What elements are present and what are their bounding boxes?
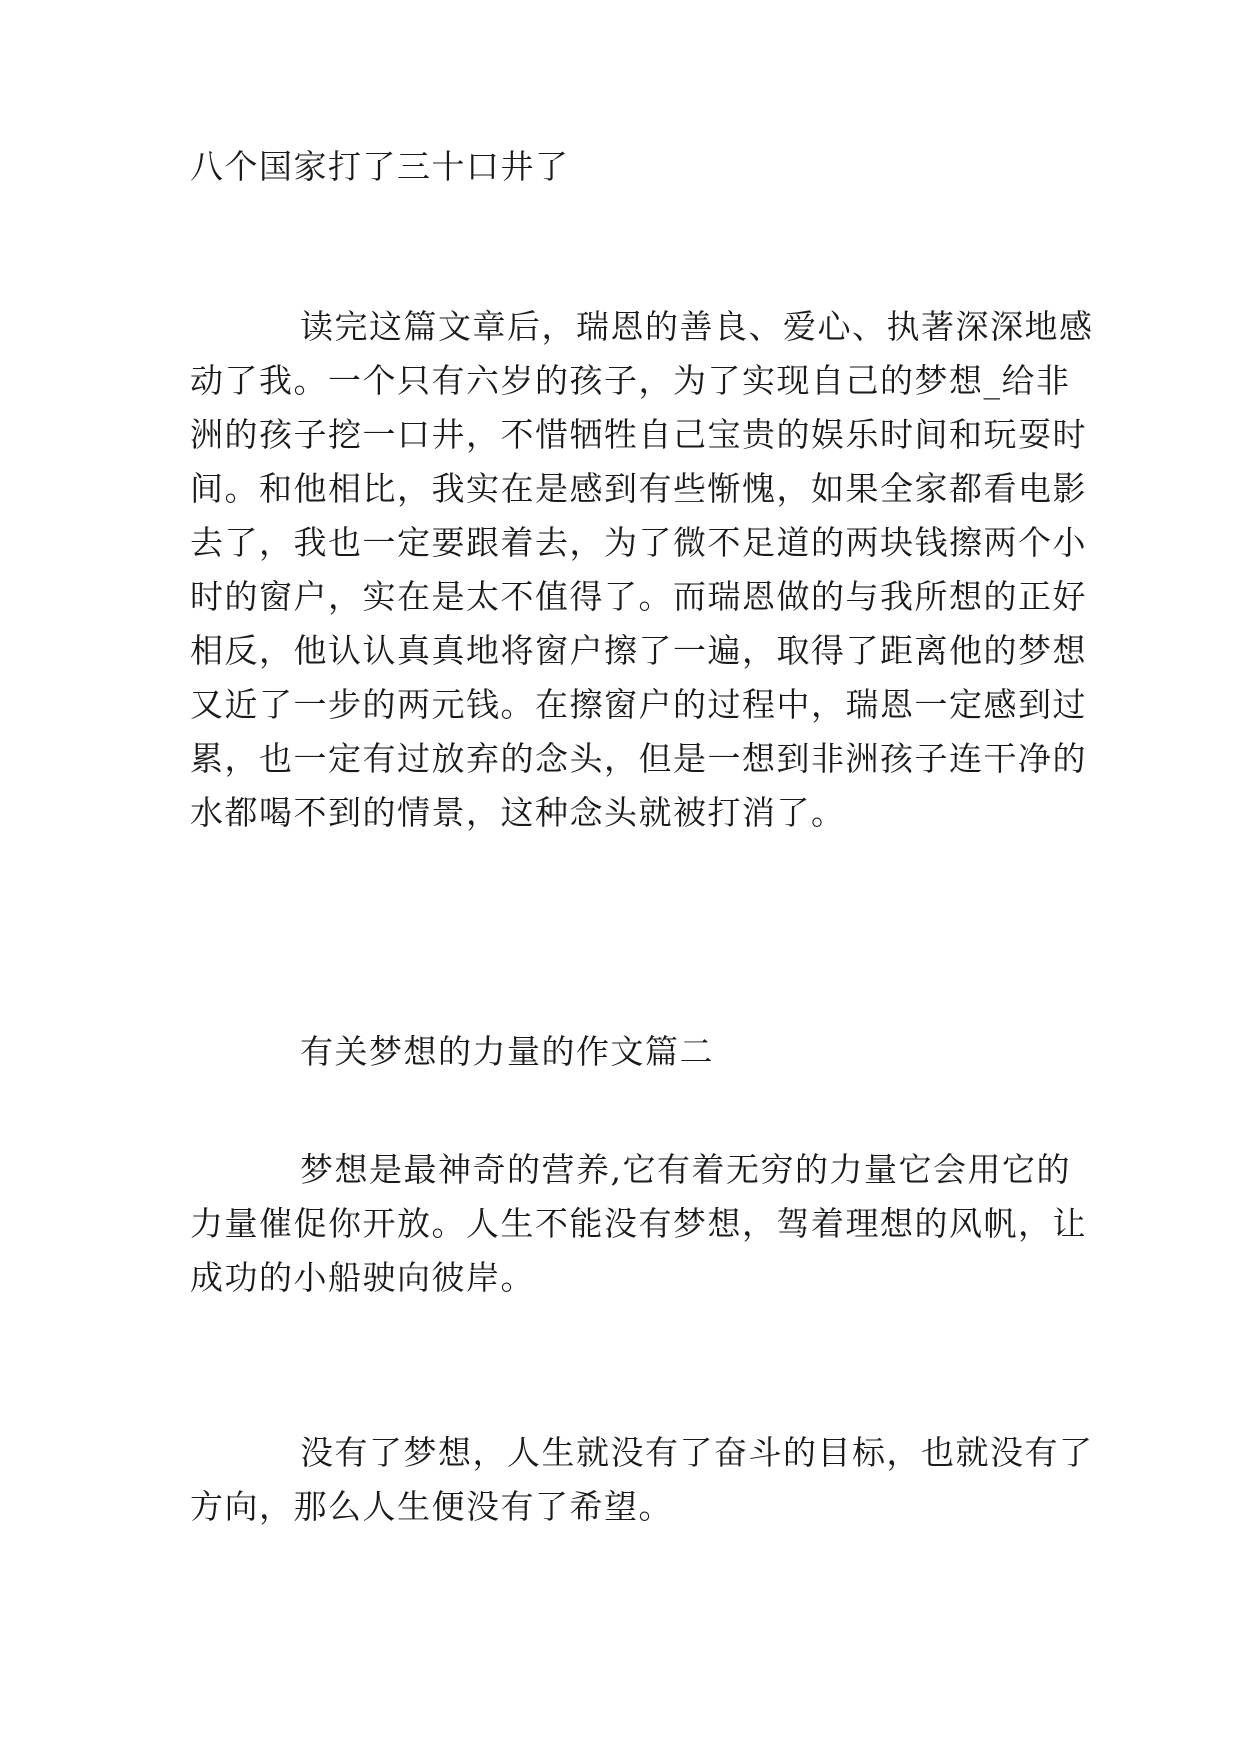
text-line: 又近了一步的两元钱。在擦窗户的过程中，瑞恩一定感到过 bbox=[190, 685, 1087, 724]
text-line: 成功的小船驶向彼岸。 bbox=[190, 1258, 535, 1297]
section-heading: 有关梦想的力量的作文篇二 bbox=[300, 1032, 714, 1071]
text-line: 力量催促你开放。人生不能没有梦想，驾着理想的风帆，让 bbox=[190, 1204, 1087, 1243]
intro-line bbox=[190, 140, 1060, 194]
text-line: 水都喝不到的情景，这种念头就被打消了。 bbox=[190, 793, 846, 832]
paragraph-1 bbox=[190, 300, 1094, 840]
text-line: 八个国家打了三十口井了 bbox=[190, 147, 570, 186]
text-line: 去了，我也一定要跟着去，为了微不足道的两块钱擦两个小 bbox=[190, 523, 1087, 562]
paragraph-2 bbox=[190, 1143, 1087, 1305]
text-line: 相反，他认认真真地将窗户擦了一遍，取得了距离他的梦想 bbox=[190, 631, 1087, 670]
text-line: 累，也一定有过放弃的念头，但是一想到非洲孩子连干净的 bbox=[190, 739, 1087, 778]
text-line: 读完这篇文章后，瑞恩的善良、爱心、执著深深地感 bbox=[300, 307, 1094, 346]
text-line: 洲的孩子挖一口井，不惜牺牲自己宝贵的娱乐时间和玩耍时 bbox=[190, 415, 1087, 454]
text-line: 梦想是最神奇的营养,它有着无穷的力量它会用它的 bbox=[300, 1150, 1071, 1189]
text-line: 没有了梦想，人生就没有了奋斗的目标，也就没有了 bbox=[300, 1433, 1094, 1472]
text-line: 时的窗户，实在是太不值得了。而瑞恩做的与我所想的正好 bbox=[190, 577, 1087, 616]
text-line: 动了我。一个只有六岁的孩子，为了实现自己的梦想_给非 bbox=[190, 361, 1071, 400]
text-line: 方向，那么人生便没有了希望。 bbox=[190, 1487, 673, 1526]
text-line: 间。和他相比，我实在是感到有些惭愧，如果全家都看电影 bbox=[190, 469, 1087, 508]
paragraph-3 bbox=[190, 1426, 1094, 1534]
